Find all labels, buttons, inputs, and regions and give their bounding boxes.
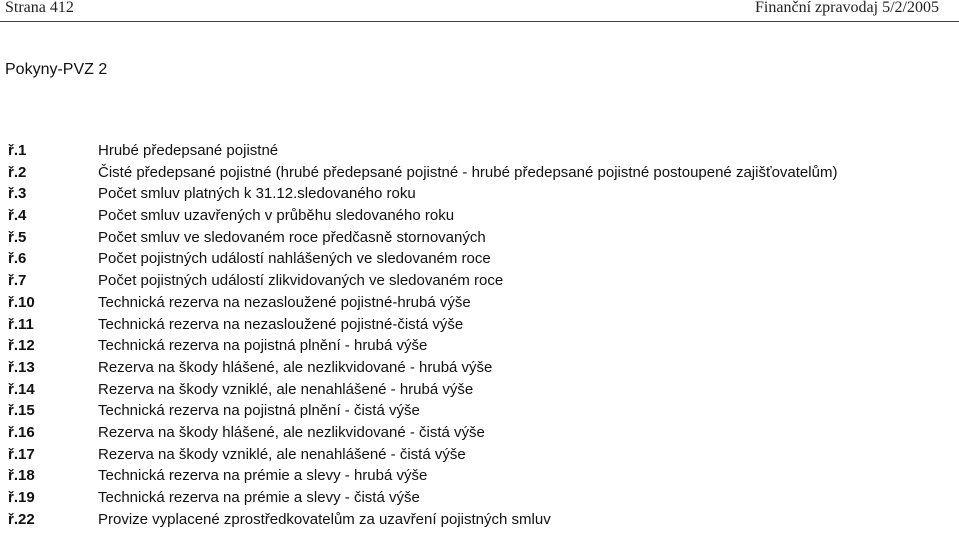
row-code: ř.6 [8, 250, 27, 268]
list-item [0, 292, 959, 314]
list-item [0, 509, 959, 531]
list-item [0, 487, 959, 509]
row-code: ř.17 [8, 445, 35, 463]
row-code: ř.14 [8, 380, 35, 398]
list-item [0, 357, 959, 379]
header-divider [0, 21, 959, 22]
list-item [0, 379, 959, 401]
list-item [0, 444, 959, 466]
row-code: ř.18 [8, 467, 35, 485]
list-item [0, 205, 959, 227]
row-list [0, 140, 959, 530]
row-code: ř.12 [8, 337, 35, 355]
page-header [0, 0, 959, 22]
row-code: ř.3 [8, 185, 27, 203]
row-code: ř.13 [8, 358, 35, 376]
row-code: ř.16 [8, 423, 35, 441]
row-code: ř.11 [8, 315, 34, 333]
row-description: Provize vyplacené zprostředkovatelům za uzavření pojistných smluv [98, 510, 551, 528]
list-item [0, 183, 959, 205]
row-description: Počet pojistných událostí zlikvidovaných ve sledovaném roce [98, 272, 504, 290]
row-code: ř.15 [8, 402, 35, 420]
list-item [0, 465, 959, 487]
row-description: Technická rezerva na prémie a slevy - čistá výše [98, 489, 420, 506]
row-code: ř.5 [8, 228, 27, 246]
row-description: Rezerva na škody vzniklé, ale nenahlášené - hrubá výše [98, 380, 474, 398]
row-code: ř.7 [8, 272, 27, 290]
row-description: Rezerva na škody hlášené, ale nezlikvidované - čistá výše [98, 423, 485, 441]
row-description: Technická rezerva na prémie a slevy - hrubá výše [98, 467, 428, 485]
list-item [0, 140, 959, 162]
row-code: ř.2 [8, 163, 27, 181]
row-description: Technická rezerva na pojistná plnění - hrubá výše [98, 337, 428, 355]
page-number: Strana 412 [5, 0, 74, 16]
row-description: Technická rezerva na nezasloužené pojistné-čistá výše [98, 315, 464, 333]
row-description: Počet smluv ve sledovaném roce předčasně stornovaných [98, 228, 486, 246]
list-item [0, 400, 959, 422]
journal-title: Finanční zpravodaj 5/2/2005 [755, 0, 939, 16]
row-description: Počet pojistných událostí nahlášených ve sledovaném roce [98, 250, 491, 268]
row-code: ř.10 [8, 293, 35, 311]
list-item [0, 248, 959, 270]
section-title: Pokyny-PVZ 2 [5, 61, 108, 78]
list-item [0, 227, 959, 249]
row-description: Technická rezerva na pojistná plnění - čistá výše [98, 402, 420, 420]
row-code: ř.19 [8, 489, 35, 506]
row-code: ř.1 [8, 142, 27, 159]
list-item [0, 314, 959, 336]
row-code: ř.22 [8, 510, 35, 528]
list-item [0, 335, 959, 357]
row-description: Počet smluv uzavřených v průběhu sledovaného roku [98, 207, 455, 225]
row-description: Technická rezerva na nezasloužené pojistné-hrubá výše [98, 293, 471, 311]
row-description: Rezerva na škody vzniklé, ale nenahlášené - čistá výše [98, 445, 466, 463]
list-item [0, 270, 959, 292]
row-description: Rezerva na škody hlášené, ale nezlikvidované - hrubá výše [98, 358, 493, 376]
list-item [0, 422, 959, 444]
list-item [0, 162, 959, 184]
row-description: Počet smluv platných k 31.12.sledovaného roku [98, 185, 416, 203]
row-code: ř.4 [8, 207, 27, 225]
row-description: Čisté předepsané pojistné (hrubé předepsané pojistné - hrubé předepsané pojistné postoupené zajišťovatelům) [98, 163, 838, 181]
row-description: Hrubé předepsané pojistné [98, 142, 279, 159]
